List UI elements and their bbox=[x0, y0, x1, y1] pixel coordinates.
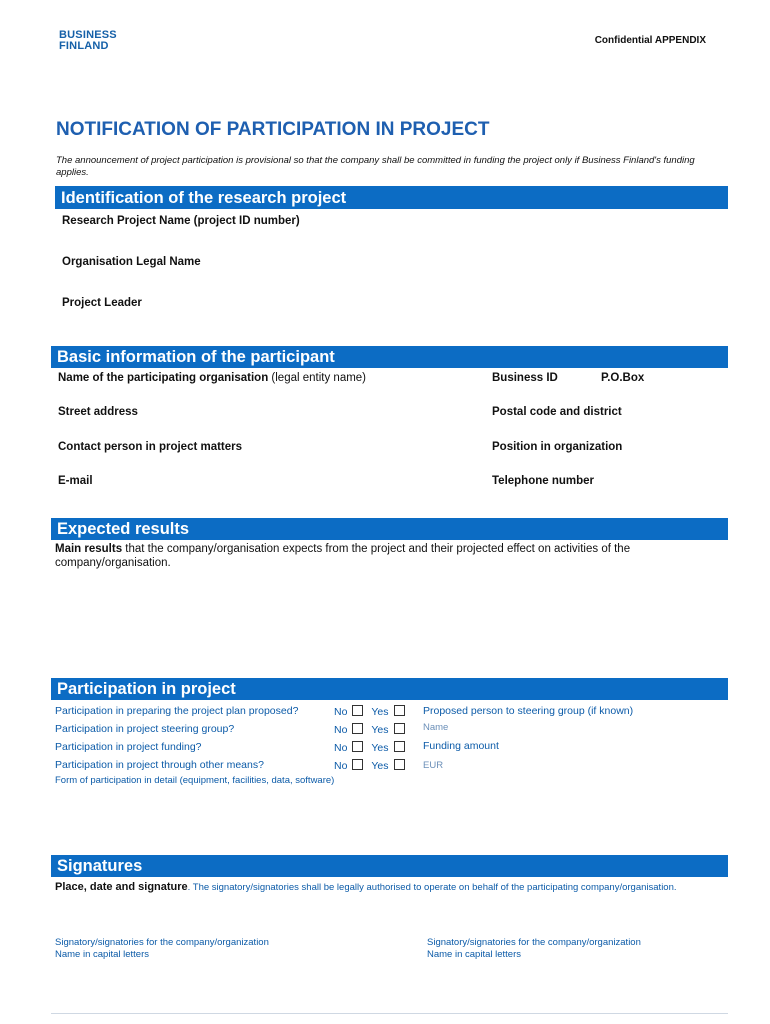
funding-no-label: No bbox=[334, 742, 348, 754]
question-funding: Participation in project funding? bbox=[55, 741, 202, 753]
business-finland-logo bbox=[59, 30, 117, 52]
logo-line-1: BUSINESS bbox=[59, 29, 117, 41]
page-title: NOTIFICATION OF PARTICIPATION IN PROJECT bbox=[56, 119, 490, 140]
left-signatory-block bbox=[55, 937, 269, 960]
postal-code-label: Postal code and district bbox=[492, 406, 622, 418]
place-date-rest: . The signatory/signatories shall be legally authorised to operate on behalf of the participating company/organisation. bbox=[187, 882, 677, 893]
telephone-label: Telephone number bbox=[492, 475, 595, 487]
funding-no-checkbox[interactable] bbox=[352, 741, 363, 752]
left-name-line: Name in capital letters bbox=[55, 948, 149, 960]
basic-info-heading: Basic information of the participant bbox=[51, 346, 728, 368]
funding-yes-no bbox=[334, 741, 405, 754]
steering-yes-label: Yes bbox=[371, 724, 389, 736]
signatures-heading: Signatures bbox=[51, 855, 728, 877]
question-steering: Participation in project steering group? bbox=[55, 723, 235, 735]
name-field[interactable]: Name bbox=[423, 722, 449, 733]
intro-text: The announcement of project participation is provisional so that the company shall be committed in funding the project only if Business Finland's funding applies. bbox=[56, 155, 695, 178]
participation-heading: Participation in project bbox=[51, 678, 728, 700]
identification-heading: Identification of the research project bbox=[55, 186, 728, 209]
street-address-label: Street address bbox=[58, 406, 138, 418]
participation-detail-label: Form of participation in detail (equipment, facilities, data, software) bbox=[55, 775, 335, 786]
other-no-label: No bbox=[334, 760, 348, 772]
plan-yes-label: Yes bbox=[371, 706, 389, 718]
funding-amount-label: Funding amount bbox=[423, 740, 499, 752]
steering-no-label: No bbox=[334, 724, 348, 736]
main-results-rest: that the company/organisation expects from the project and their projected effect on activities of the company/organisation. bbox=[55, 543, 631, 569]
plan-no-checkbox[interactable] bbox=[352, 705, 363, 716]
main-results-bold: Main results bbox=[55, 543, 123, 555]
steering-person-label: Proposed person to steering group (if known) bbox=[423, 705, 634, 717]
project-name-label: Research Project Name (project ID number) bbox=[62, 215, 300, 227]
logo-line-2: FINLAND bbox=[59, 40, 109, 52]
other-no-checkbox[interactable] bbox=[352, 759, 363, 770]
funding-yes-label: Yes bbox=[371, 742, 389, 754]
question-other: Participation in project through other means? bbox=[55, 759, 264, 771]
place-date-bold: Place, date and signature bbox=[55, 881, 188, 893]
expected-results-heading: Expected results bbox=[51, 518, 728, 540]
left-signatory-line: Signatory/signatories for the company/organization bbox=[55, 937, 269, 948]
org-name-rest: (legal entity name) bbox=[268, 372, 367, 384]
project-leader-label: Project Leader bbox=[62, 297, 142, 309]
steering-no-checkbox[interactable] bbox=[352, 723, 363, 734]
steering-yes-checkbox[interactable] bbox=[394, 723, 405, 734]
question-plan: Participation in preparing the project plan proposed? bbox=[55, 705, 299, 717]
right-signatory-line: Signatory/signatories for the company/organization bbox=[427, 937, 641, 948]
org-name-label bbox=[58, 372, 366, 384]
funding-yes-checkbox[interactable] bbox=[394, 741, 405, 752]
org-legal-name-label: Organisation Legal Name bbox=[62, 256, 201, 268]
eur-field[interactable]: EUR bbox=[423, 760, 444, 771]
plan-no-label: No bbox=[334, 706, 348, 718]
contact-person-label: Contact person in project matters bbox=[58, 441, 243, 453]
business-id-label: Business ID bbox=[492, 372, 558, 384]
confidential-label: Confidential APPENDIX bbox=[594, 35, 706, 46]
bottom-divider bbox=[51, 1013, 728, 1014]
other-yes-checkbox[interactable] bbox=[394, 759, 405, 770]
org-name-bold: Name of the participating organisation bbox=[58, 372, 269, 384]
plan-yes-checkbox[interactable] bbox=[394, 705, 405, 716]
po-box-label: P.O.Box bbox=[601, 372, 645, 384]
other-yes-no bbox=[334, 759, 405, 772]
email-label: E-mail bbox=[58, 475, 93, 487]
other-yes-label: Yes bbox=[371, 760, 389, 772]
steering-yes-no bbox=[334, 723, 405, 736]
position-label: Position in organization bbox=[492, 441, 623, 453]
right-name-line: Name in capital letters bbox=[427, 948, 521, 960]
place-date-signature-text bbox=[55, 881, 677, 893]
right-signatory-block bbox=[427, 937, 641, 960]
main-results-text bbox=[55, 542, 715, 570]
plan-yes-no bbox=[334, 705, 405, 718]
